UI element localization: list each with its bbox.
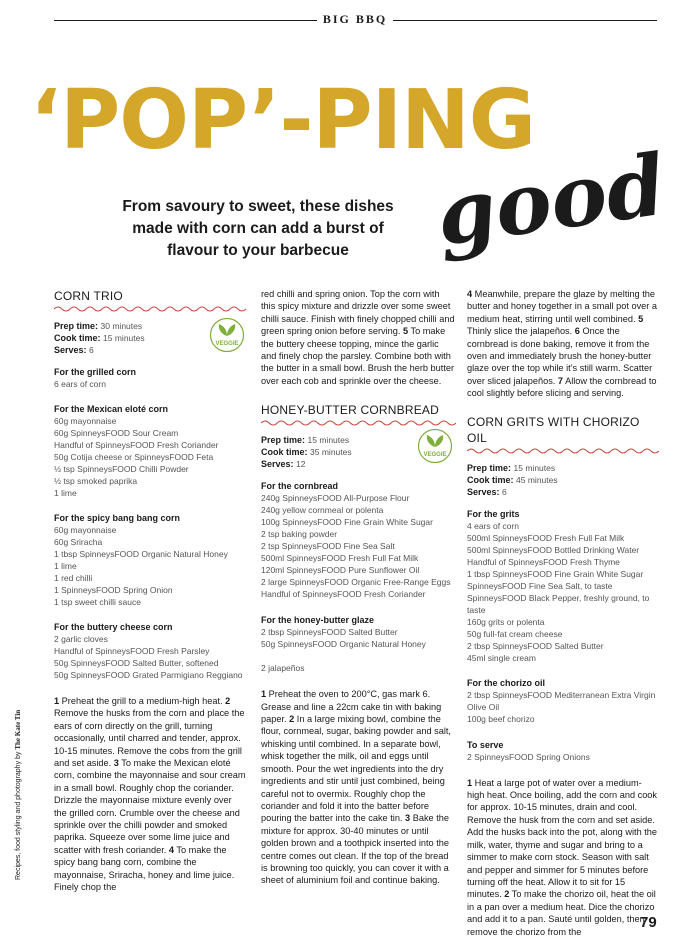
photo-credit: Recipes, food styling and photography by The Kate Tin — [14, 709, 22, 880]
ingredient: 50g SpinneysFOOD Organic Natural Honey — [261, 639, 426, 650]
column-3 — [467, 288, 659, 938]
ingredient-heading: For the spicy bang bang corn — [54, 513, 181, 523]
recipe-title-corn-trio: CORN TRIO — [54, 289, 123, 303]
ingredient: 2 tbsp SpinneysFOOD Mediterranean Extra Virgin Olive Oil — [467, 689, 656, 712]
ingredient: Handful of SpinneysFOOD Fresh Coriander — [261, 589, 426, 600]
ingredient: 60g Sriracha — [54, 537, 103, 547]
method-text: 1 Preheat the oven to 200°C, gas mark 6. Grease and line a 22cm cake tin with baking paper. 2 In a large mixing bowl, combine the flour, cornmeal, sugar, baking powder and salt, whisking until combined. In a separate bowl, whisk together the milk, oil and eggs until smooth. Pour the wet ingredients into the dry ingredients and stir until just combined, being careful not to overmix. Roughly chop the coriander and fold it into the batter before pouring the batter into the cake tin. 3 Bake the mixture for approx. 30-40 minutes or until golden brown and a toothpick inserted into the centre comes out clean. If the top of the bread is browning too quickly, you can cover it with a sheet of aluminium foil and continue baking. — [261, 689, 451, 886]
ingredient: 2 jalapeños — [261, 663, 305, 674]
ingredient: 50g full-fat cream cheese — [467, 628, 563, 639]
ingredient: 50g SpinneysFOOD Grated Parmigiano Reggiano — [54, 670, 243, 680]
ingredient: 1 tbsp SpinneysFOOD Fine Grain White Sugar — [467, 568, 644, 579]
ingredient: 60g mayonnaise — [54, 525, 117, 535]
veggie-badge-icon — [417, 428, 453, 464]
ingredient: Handful of SpinneysFOOD Fresh Coriander — [54, 440, 219, 450]
ingredient: 1 red chilli — [54, 573, 93, 583]
ingredient: 500ml SpinneysFOOD Bottled Drinking Water — [467, 544, 640, 555]
ingredient: 2 large SpinneysFOOD Organic Free-Range Eggs — [261, 577, 451, 588]
ingredient-heading: For the buttery cheese corn — [54, 622, 173, 632]
ingredient: 500ml SpinneysFOOD Fresh Full Fat Milk — [467, 532, 625, 543]
ingredient: 2 tsp baking powder — [261, 529, 338, 540]
method-text: 1 Heat a large pot of water over a medium-high heat. Once boiling, add the corn and cook for approx. 10-15 minutes, drain and cool. Remove the husk from the corn and set aside. Add the husks back into the pot, along with the milk, water, thyme and sugar and bring to a simmer to make corn stock. Season with salt and pepper and simmer for 5 minutes before turning off the heat. Allow it to sit for 15 minutes. 2 To make the chorizo oil, heat the oil in a pan over a medium heat. Dice the chorizo and add it to a pan. Sauté until golden, then remove the chorizo from the — [467, 777, 658, 937]
ingredient: 1 lime — [54, 488, 77, 498]
page-title-script: good — [430, 134, 672, 265]
header-rule-right — [393, 20, 657, 21]
column-1 — [54, 288, 246, 894]
recipe-title-grits: CORN GRITS WITH CHORIZO OIL — [467, 414, 640, 445]
ingredient-heading: For the grits — [467, 508, 520, 519]
page-number: 79 — [640, 914, 657, 931]
ingredient-heading: For the cornbread — [261, 481, 339, 492]
ingredient: 500ml SpinneysFOOD Fresh Full Fat Milk — [261, 553, 419, 564]
ingredient: 2 garlic cloves — [54, 634, 108, 644]
ingredient-heading: For the grilled corn — [54, 367, 137, 377]
ingredient: SpinneysFOOD Black Pepper, freshly ground, to taste — [467, 592, 650, 615]
ingredient: 1 lime — [54, 561, 77, 571]
ingredient: 2 tbsp SpinneysFOOD Salted Butter — [467, 640, 604, 651]
serves: Serves: 6 — [467, 486, 507, 497]
ingredient: SpinneysFOOD Fine Sea Salt, to taste — [467, 580, 613, 591]
wavy-divider — [467, 447, 659, 455]
cook-time: Cook time: 45 minutes — [467, 474, 558, 485]
ingredient: 50g SpinneysFOOD Salted Butter, softened — [54, 658, 219, 668]
ingredient: 4 ears of corn — [467, 520, 519, 531]
section-label: BIG BBQ — [322, 12, 388, 26]
prep-time: Prep time: 30 minutes — [54, 321, 143, 331]
veggie-badge-label: VEGGIE — [423, 452, 447, 458]
ingredient: ½ tsp smoked paprika — [54, 476, 138, 486]
ingredient-heading: For the honey-butter glaze — [261, 615, 375, 626]
ingredient: 120ml SpinneysFOOD Pure Sunflower Oil — [261, 565, 420, 576]
ingredient: 2 tsp SpinneysFOOD Fine Sea Salt — [261, 541, 395, 552]
ingredient: Handful of SpinneysFOOD Fresh Parsley — [54, 646, 210, 656]
ingredient: 60g mayonnaise — [54, 416, 117, 426]
ingredient: 100g SpinneysFOOD Fine Grain White Sugar — [261, 517, 433, 528]
ingredient-heading: To serve — [467, 739, 504, 750]
ingredient: 100g beef chorizo — [467, 713, 535, 724]
cook-time: Cook time: 15 minutes — [54, 333, 145, 343]
method-text-continued: red chilli and spring onion. Top the corn with this spicy mixture and drizzle over some sweet chilli sauce. Finish with finely chopped chilli and green spring onion before serving. 5 To make the buttery cheese topping, mince the garlic and finely chop the parsley. Combine both with the butter in a small bowl. Brush the herb butter over each cob and sprinkle over the cheese. — [261, 289, 455, 386]
column-2 — [261, 288, 456, 887]
serves: Serves: 12 — [261, 459, 306, 470]
veggie-badge-icon — [209, 317, 245, 353]
prep-time: Prep time: 15 minutes — [467, 462, 556, 473]
ingredient: 1 SpinneysFOOD Spring Onion — [54, 585, 173, 595]
header-rule-left — [54, 20, 317, 21]
ingredient: 2 tbsp SpinneysFOOD Salted Butter — [261, 627, 398, 638]
cook-time: Cook time: 35 minutes — [261, 447, 352, 458]
page-title: ‘POP’-PING — [30, 73, 536, 168]
method-text: 1 Preheat the grill to a medium-high heat. 2 Remove the husks from the corn and place the ears of corn directly on the grill, turning occasionally, until charred and tender, approx. 10-15 minutes. Remove the cobs from the grill and set aside. 3 To make the Mexican eloté corn, combine the mayonnaise and sour cream in a small bowl. Roughly chop the coriander. Drizzle the mayonnaise mixture evenly over the grilled corn. Crumble over the cheese and sprinkle over the chilli powder and smoked paprika. Squeeze over some lime juice and scatter with fresh coriander. 4 To make the spicy bang bang corn, combine the mayonnaise, Sriracha, honey and lime juice. Finely chop the — [54, 696, 246, 893]
ingredient: 1 tsp sweet chilli sauce — [54, 597, 141, 607]
ingredient: 45ml single cream — [467, 652, 536, 663]
ingredient: 240g SpinneysFOOD All-Purpose Flour — [261, 493, 410, 504]
ingredient: 2 SpinneysFOOD Spring Onions — [467, 751, 590, 762]
ingredient: Handful of SpinneysFOOD Fresh Thyme — [467, 556, 620, 567]
wavy-divider — [261, 419, 456, 427]
ingredient: ½ tsp SpinneysFOOD Chilli Powder — [54, 464, 189, 474]
recipe-title-cornbread: HONEY-BUTTER CORNBREAD — [261, 403, 439, 418]
serves: Serves: 6 — [54, 345, 94, 355]
ingredient: 1 tbsp SpinneysFOOD Organic Natural Honey — [54, 549, 228, 559]
ingredient: 60g SpinneysFOOD Sour Cream — [54, 428, 179, 438]
ingredient: 240g yellow cornmeal or polenta — [261, 505, 384, 516]
prep-time: Prep time: 15 minutes — [261, 435, 350, 446]
ingredient: 6 ears of corn — [54, 379, 106, 389]
wavy-divider — [54, 305, 246, 313]
ingredient-heading: For the Mexican eloté corn — [54, 404, 169, 414]
ingredient: 160g grits or polenta — [467, 616, 545, 627]
method-text-continued: 4 Meanwhile, prepare the glaze by melting the butter and honey together in a small pot over a medium heat, stirring until well combined. 5 Thinly slice the jalapeños. 6 Once the cornbread is done baking, remove it from the oven and immediately brush the honey-butter glaze over the top while it’s still warm. Scatter over sliced jalapeños. 7 Allow the cornbread to cool slightly before slicing and serving. — [467, 289, 657, 399]
ingredient: 50g Cotija cheese or SpinneysFOOD Feta — [54, 452, 214, 462]
standfirst: From savoury to sweet, these dishes made with corn can add a burst of flavour to your barbecue — [122, 198, 394, 259]
ingredient-heading: For the chorizo oil — [467, 677, 545, 688]
veggie-badge-label: VEGGIE — [215, 341, 239, 347]
